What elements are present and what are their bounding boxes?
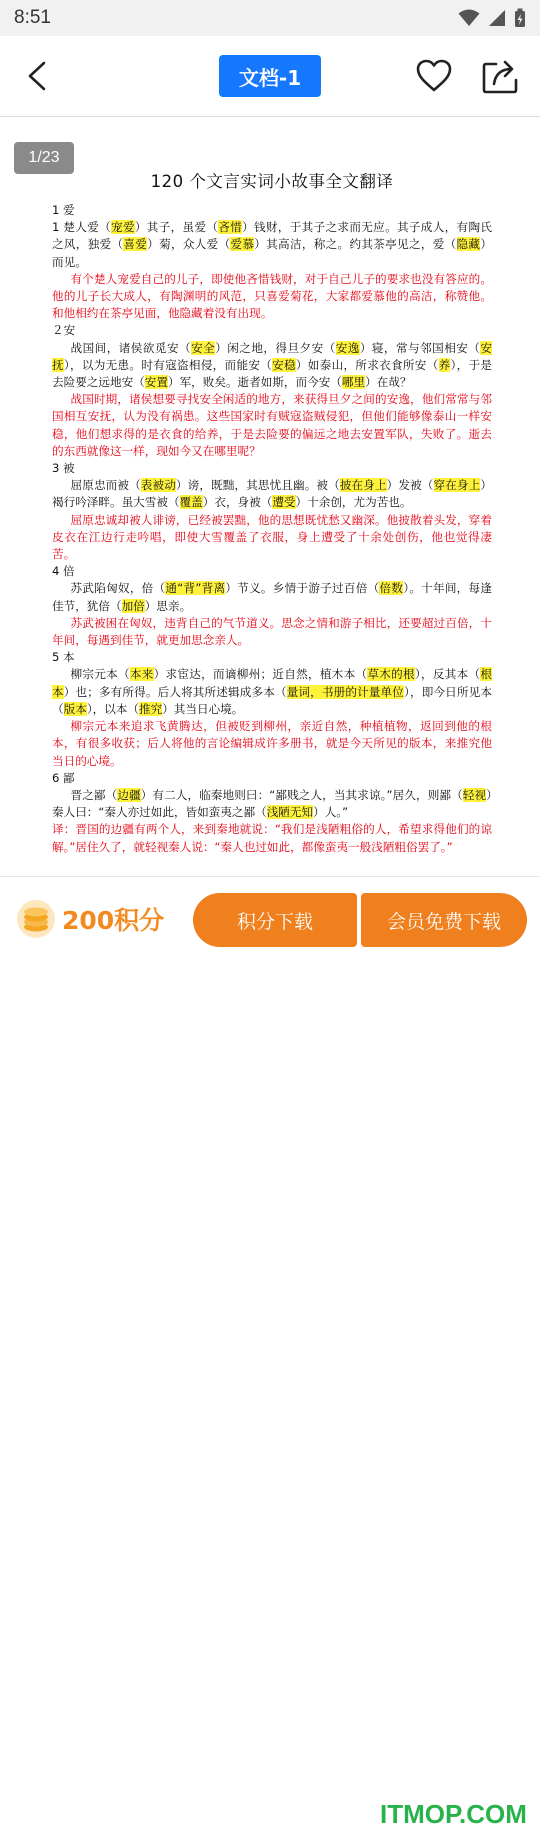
- text-segment: 战国时期，诸侯想要寻找安全闲适的地方，来获得旦夕之间的安逸，他们常常与邻国相互安抚，认为没有祸患。这些国家时有贼寇盗贼侵犯，但他们能够像泰山一样安稳，他们想求得的是衣食的给养，于是去险要的偏远之地去安置军队，失败了。逝去的东西就像这一样，现如今又在哪里呢？: [52, 392, 492, 458]
- text-segment: ）其当日心境。: [162, 701, 244, 716]
- text-segment: 1 楚人爱（: [52, 220, 112, 235]
- highlighted-meaning: 安全: [191, 340, 216, 355]
- translation-paragraph: [52, 512, 492, 564]
- text-segment: ）也；多有所得。后人将其所述辑成多本（: [63, 684, 287, 699]
- text-segment: ）闲之地，得旦夕安（: [215, 340, 336, 355]
- highlighted-meaning: 爱慕: [230, 237, 255, 252]
- highlighted-meaning: 推究: [138, 701, 163, 716]
- text-segment: ）褐行吟泽畔。虽大雪被（: [52, 478, 492, 510]
- coins-icon: [16, 899, 56, 939]
- wifi-icon: [458, 9, 480, 27]
- translation-paragraph: [52, 718, 492, 770]
- text-segment: 战国间，诸侯欲觅安（: [70, 340, 192, 355]
- text-segment: ）衣，身被（: [202, 495, 273, 510]
- text-segment: ）有二人，临秦地则曰：“鄙贱之人，当其求谅。”居久，则鄙（: [140, 787, 463, 802]
- battery-icon: [514, 8, 526, 28]
- highlighted-meaning: 浅陋无知: [266, 805, 314, 820]
- watermark: ITMOP.COM: [380, 1799, 527, 1829]
- status-icons: [458, 8, 526, 28]
- text-segment: ）钱财，于其子之求而无应。其子成人，有陶氏之风，独爱（: [52, 220, 492, 252]
- text-segment: ），反其本（: [414, 667, 481, 682]
- source-paragraph: [52, 666, 492, 718]
- translation-paragraph: [52, 821, 492, 855]
- text-segment: ）谤，既黜，其思忧且幽。被（: [175, 478, 340, 493]
- highlighted-meaning: 轻视: [462, 787, 487, 802]
- text-segment: ）在哉？: [365, 375, 412, 390]
- document-title: 文档-1: [219, 55, 321, 97]
- page-counter: 1/23: [14, 142, 74, 174]
- document-heading: 120 个文言实词小故事全文翻译: [150, 172, 394, 191]
- points-download-button[interactable]: 积分下载: [193, 893, 357, 947]
- translation-paragraph: [52, 391, 492, 460]
- text-segment: ），以本（: [86, 701, 139, 716]
- text-segment: ）人。”: [313, 805, 349, 820]
- text-segment: ）思亲。: [144, 598, 192, 613]
- text-segment: ）十余创，尤为苦也。: [295, 495, 412, 510]
- highlighted-meaning: 安置: [144, 375, 168, 390]
- text-segment: 晋之鄙（: [70, 787, 118, 802]
- highlighted-meaning: 穿在身上: [433, 478, 481, 493]
- signal-icon: [488, 9, 506, 27]
- vip-free-download-button[interactable]: 会员免费下载: [361, 893, 527, 947]
- text-segment: ）求宦达，而谪柳州；近自然，植木本（: [153, 667, 368, 682]
- highlighted-meaning: 遭受: [272, 495, 296, 510]
- text-segment: ），以为无患。时有寇盗相侵，而能安（: [63, 357, 273, 372]
- text-segment: 屈原忠而被（: [70, 478, 141, 493]
- highlighted-meaning: 宠爱: [111, 220, 135, 235]
- text-segment: ）发被（: [386, 478, 434, 493]
- status-bar: [0, 0, 540, 36]
- source-paragraph: [52, 787, 492, 821]
- highlighted-meaning: 覆盖: [179, 495, 203, 510]
- highlighted-meaning: 安逸: [335, 340, 360, 355]
- text-segment: 译：晋国的边疆有两个人，来到秦地就说：“我们是浅陋粗俗的人，希望求得他们的谅解。”居住久了，就轻视秦人说：“秦人也过如此，都像蛮夷一般浅陋粗俗罢了。”: [52, 822, 492, 854]
- highlighted-meaning: 根本: [52, 667, 492, 699]
- document-body: [52, 202, 492, 856]
- source-paragraph: [52, 340, 492, 392]
- back-arrow-icon[interactable]: [20, 58, 56, 94]
- section-heading: ２安: [52, 323, 76, 338]
- highlighted-meaning: 版本: [63, 701, 87, 716]
- text-segment: 有个楚人宠爱自己的儿子，即使他吝惜钱财，对于自己儿子的要求也没有答应的。他的儿子长大成人，有陶渊明的风范，只喜爱菊花，大家都爱慕他的高洁，称赞他。和他相约在茶亭见面，他隐藏着没有出现。: [52, 271, 492, 321]
- heart-icon[interactable]: [414, 56, 454, 96]
- text-segment: ）如泰山，所求衣食所安（: [295, 357, 439, 372]
- highlighted-meaning: 哪里: [341, 375, 366, 390]
- section-heading: 5 本: [52, 650, 75, 665]
- source-paragraph: [52, 580, 492, 614]
- section-heading: 3 被: [52, 461, 75, 476]
- text-segment: 柳宗元本（: [70, 667, 130, 682]
- highlighted-meaning: 量词，书册的计量单位: [286, 684, 405, 699]
- highlighted-meaning: 边疆: [117, 787, 141, 802]
- highlighted-meaning: 披在身上: [339, 478, 387, 493]
- section-heading: 6 鄙: [52, 770, 75, 785]
- highlighted-meaning: 隐藏: [456, 237, 481, 252]
- highlighted-meaning: 安抚: [52, 340, 492, 372]
- highlighted-meaning: 通“背”背离: [165, 581, 226, 596]
- document-page: [52, 170, 492, 856]
- text-segment: ）军，败矣。逝者如斯，而今安（: [167, 375, 342, 390]
- text-segment: ），即今日所见本（: [52, 684, 492, 716]
- source-paragraph: [52, 219, 492, 271]
- text-segment: 屈原忠诚却被人诽谤，已经被罢黜，他的思想既忧愁又幽深。他披散着头发，穿着皮衣在江边行走吟唱，即使大雪覆盖了衣服，身上遭受了十余处创伤，他也觉得凄苦。: [52, 512, 492, 562]
- highlighted-meaning: 草木的根: [367, 667, 415, 682]
- text-segment: ）寝，常与邻国相安（: [359, 340, 481, 355]
- highlighted-meaning: 安稳: [272, 357, 296, 372]
- text-segment: ）其高洁，称之。约其茶亭见之，爱（: [254, 237, 457, 252]
- top-app-bar: [0, 36, 540, 117]
- highlighted-meaning: 表被动: [140, 478, 176, 493]
- highlighted-meaning: 倍数: [379, 581, 404, 596]
- text-segment: ）菊，众人爱（: [147, 237, 231, 252]
- text-segment: ）秦人曰：“秦人亦过如此，皆如蛮夷之鄙（: [52, 787, 492, 820]
- highlighted-meaning: 喜爱: [123, 237, 148, 252]
- share-icon[interactable]: [480, 56, 522, 96]
- text-segment: ）其子，虽爱（: [134, 220, 219, 235]
- text-segment: ）。十年间，每逢佳节，犹倍（: [52, 581, 492, 613]
- section-heading: 4 倍: [52, 564, 75, 579]
- translation-paragraph: [52, 615, 492, 649]
- bottom-action-bar: [0, 876, 540, 1829]
- highlighted-meaning: 吝惜: [218, 220, 243, 235]
- text-segment: ）节义。乡情于游子过百倍（: [225, 581, 380, 596]
- status-time: 8:51: [14, 7, 51, 28]
- source-paragraph: [52, 477, 492, 511]
- text-segment: 苏武陷匈奴，倍（: [70, 581, 166, 596]
- points-price: 200积分: [62, 906, 165, 935]
- highlighted-meaning: 本来: [129, 667, 154, 682]
- highlighted-meaning: 养: [438, 357, 451, 372]
- highlighted-meaning: 加倍: [121, 598, 145, 613]
- text-segment: 苏武被困在匈奴，违背自己的气节道义。思念之情和游子相比，还要超过百倍，十年间，每遇到佳节，就更加思念亲人。: [52, 615, 492, 648]
- text-segment: ）而见。: [52, 237, 492, 269]
- text-segment: ），于是去险要之远地安（: [52, 357, 492, 390]
- section-heading: 1 爱: [52, 203, 75, 217]
- text-segment: 柳宗元本来追求飞黄腾达，但被贬到柳州，亲近自然，种植植物，返回到他的根本，有很多收获；后人将他的言论编辑成许多册书，就是今天所见的版本，来推究他当日的心境。: [52, 719, 492, 768]
- translation-paragraph: [52, 271, 492, 323]
